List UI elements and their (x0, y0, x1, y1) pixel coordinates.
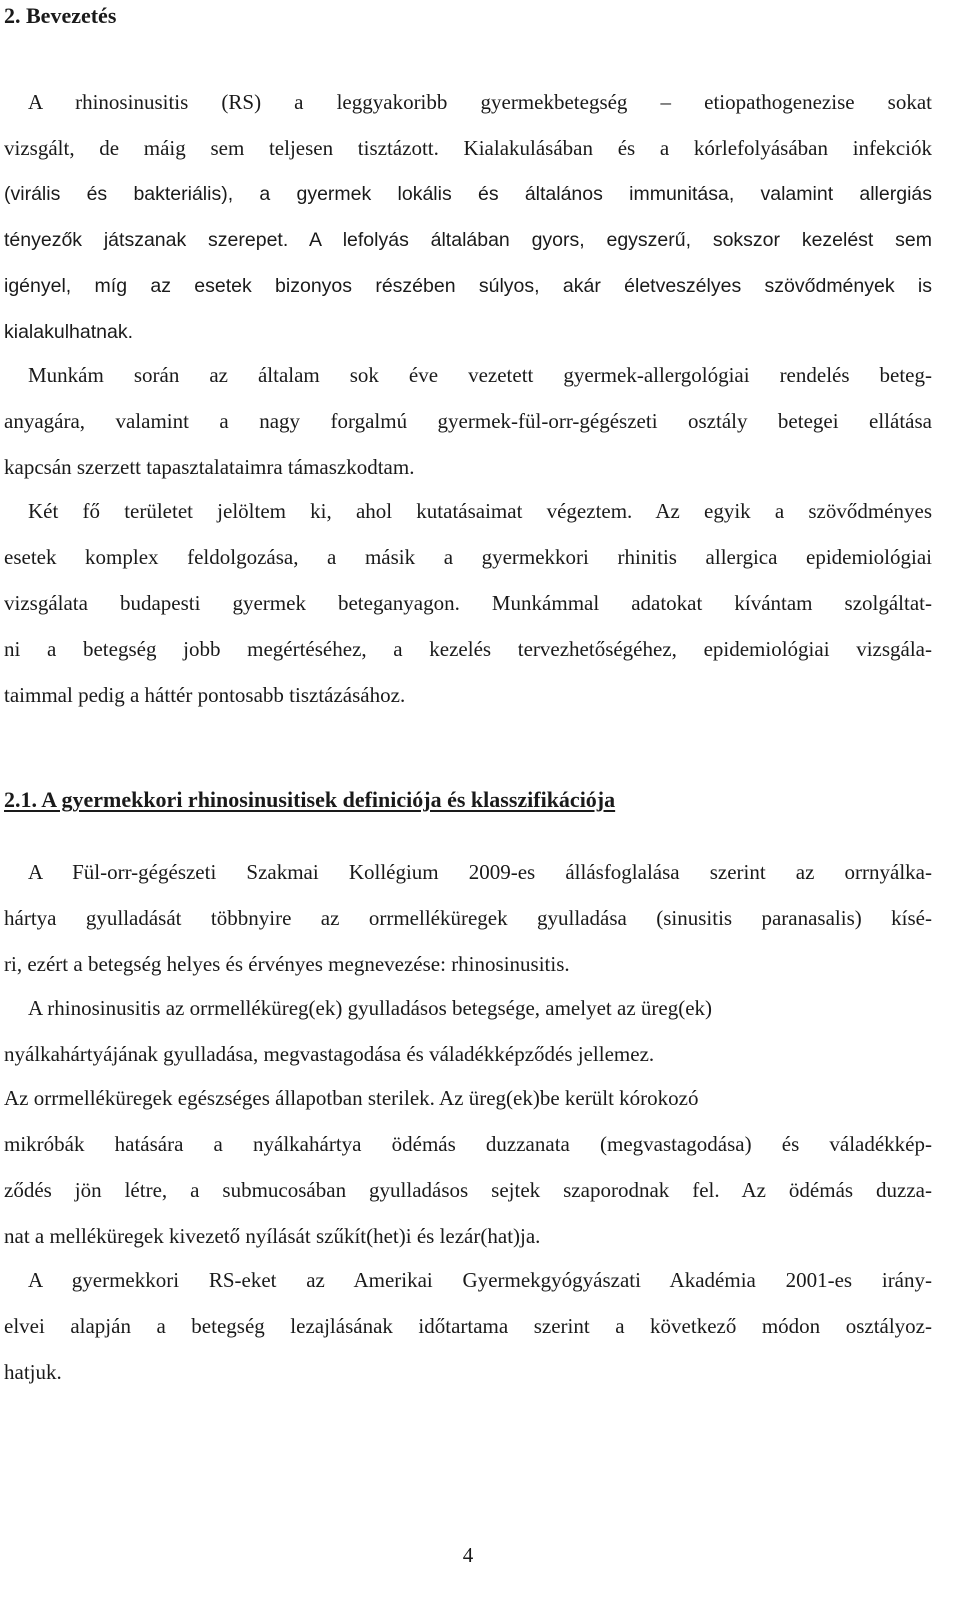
definition-paragraph-4 (4, 1257, 932, 1395)
text-line: vizsgált, de máig sem teljesen tisztázott. Kialakulásában és a kórlefolyásában infekciók (4, 136, 932, 160)
intro-paragraph-3 (4, 488, 932, 718)
text-line: ni a betegség jobb megértéséhez, a kezelés tervezhetőségéhez, epidemiológiai vizsgála- (4, 637, 932, 661)
text-line: ződés jön létre, a submucosában gyulladásos sejtek szaporodnak fel. Az ödémás duzza- (4, 1178, 932, 1202)
text-line: A rhinosinusitis (RS) a leggyakoribb gyermekbetegség – etiopathogenezise sokat (28, 90, 932, 114)
text-line: kialakulhatnak. (4, 321, 133, 343)
text-line: tényezők játszanak szerepet. A lefolyás általában gyors, egyszerű, sokszor kezelést sem (4, 229, 932, 251)
text-line: anyagára, valamint a nagy forgalmú gyermek-fül-orr-gégészeti osztály betegei ellátása (4, 409, 932, 433)
text-line: Két fő területet jelöltem ki, ahol kutatásaimat végeztem. Az egyik a szövődményes (28, 499, 932, 523)
text-line: igényel, míg az esetek bizonyos részében súlyos, akár életveszélyes szövődmények is (4, 275, 932, 297)
intro-paragraph-1-continued (4, 171, 932, 355)
text-line: Munkám során az általam sok éve vezetett gyermek-allergológiai rendelés beteg- (28, 363, 932, 387)
text-line: elvei alapján a betegség lezajlásának időtartama szerint a következő módon osztályoz- (4, 1314, 932, 1338)
text-line: vizsgálata budapesti gyermek beteganyagon. Munkámmal adatokat kívántam szolgáltat- (4, 591, 932, 615)
intro-paragraph-2 (4, 352, 932, 490)
section-heading: 2. Bevezetés (4, 3, 117, 28)
definition-paragraph-1 (4, 849, 932, 987)
subsection-heading: 2.1. A gyermekkori rhinosinusitisek definiciója és klasszifikációja (4, 787, 616, 812)
text-line: hártya gyulladását többnyire az orrmelléküregek gyulladása (sinusitis paranasalis) kísé- (4, 906, 932, 930)
page-number: 4 (462, 1543, 474, 1567)
text-line: Az orrmelléküregek egészséges állapotban sterilek. Az üreg(ek)be került kórokozó (4, 1086, 699, 1110)
text-line: esetek komplex feldolgozása, a másik a gyermekkori rhinitis allergica epidemiológiai (4, 545, 932, 569)
text-line: mikróbák hatására a nyálkahártya ödémás duzzanata (megvastagodása) és váladékkép- (4, 1132, 932, 1156)
text-line: nyálkahártyájának gyulladása, megvastagodása és váladékképződés jellemez. (4, 1042, 655, 1066)
text-line: A gyermekkori RS-eket az Amerikai Gyermekgyógyászati Akadémia 2001-es irány- (28, 1268, 932, 1292)
text-line: A Fül-orr-gégészeti Szakmai Kollégium 2009-es állásfoglalása szerint az orrnyálka- (28, 860, 932, 884)
definition-paragraph-2 (4, 985, 932, 1077)
text-line: A rhinosinusitis az orrmelléküreg(ek) gyulladásos betegsége, amelyet az üreg(ek) (28, 996, 713, 1020)
text-line: ri, ezért a betegség helyes és érvényes megnevezése: rhinosinusitis. (4, 952, 570, 976)
text-line: taimmal pedig a háttér pontosabb tisztázásához. (4, 683, 406, 707)
text-line: nat a melléküregek kivezető nyílását szűkít(het)i és lezár(hat)ja. (4, 1224, 541, 1248)
intro-paragraph-1 (4, 79, 932, 171)
text-line: kapcsán szerzett tapasztalataimra támaszkodtam. (4, 455, 415, 479)
definition-paragraph-3 (4, 1075, 932, 1259)
text-line: hatjuk. (4, 1360, 62, 1384)
text-line: (virális és bakteriális), a gyermek lokális és általános immunitása, valamint allergiás (4, 183, 932, 205)
